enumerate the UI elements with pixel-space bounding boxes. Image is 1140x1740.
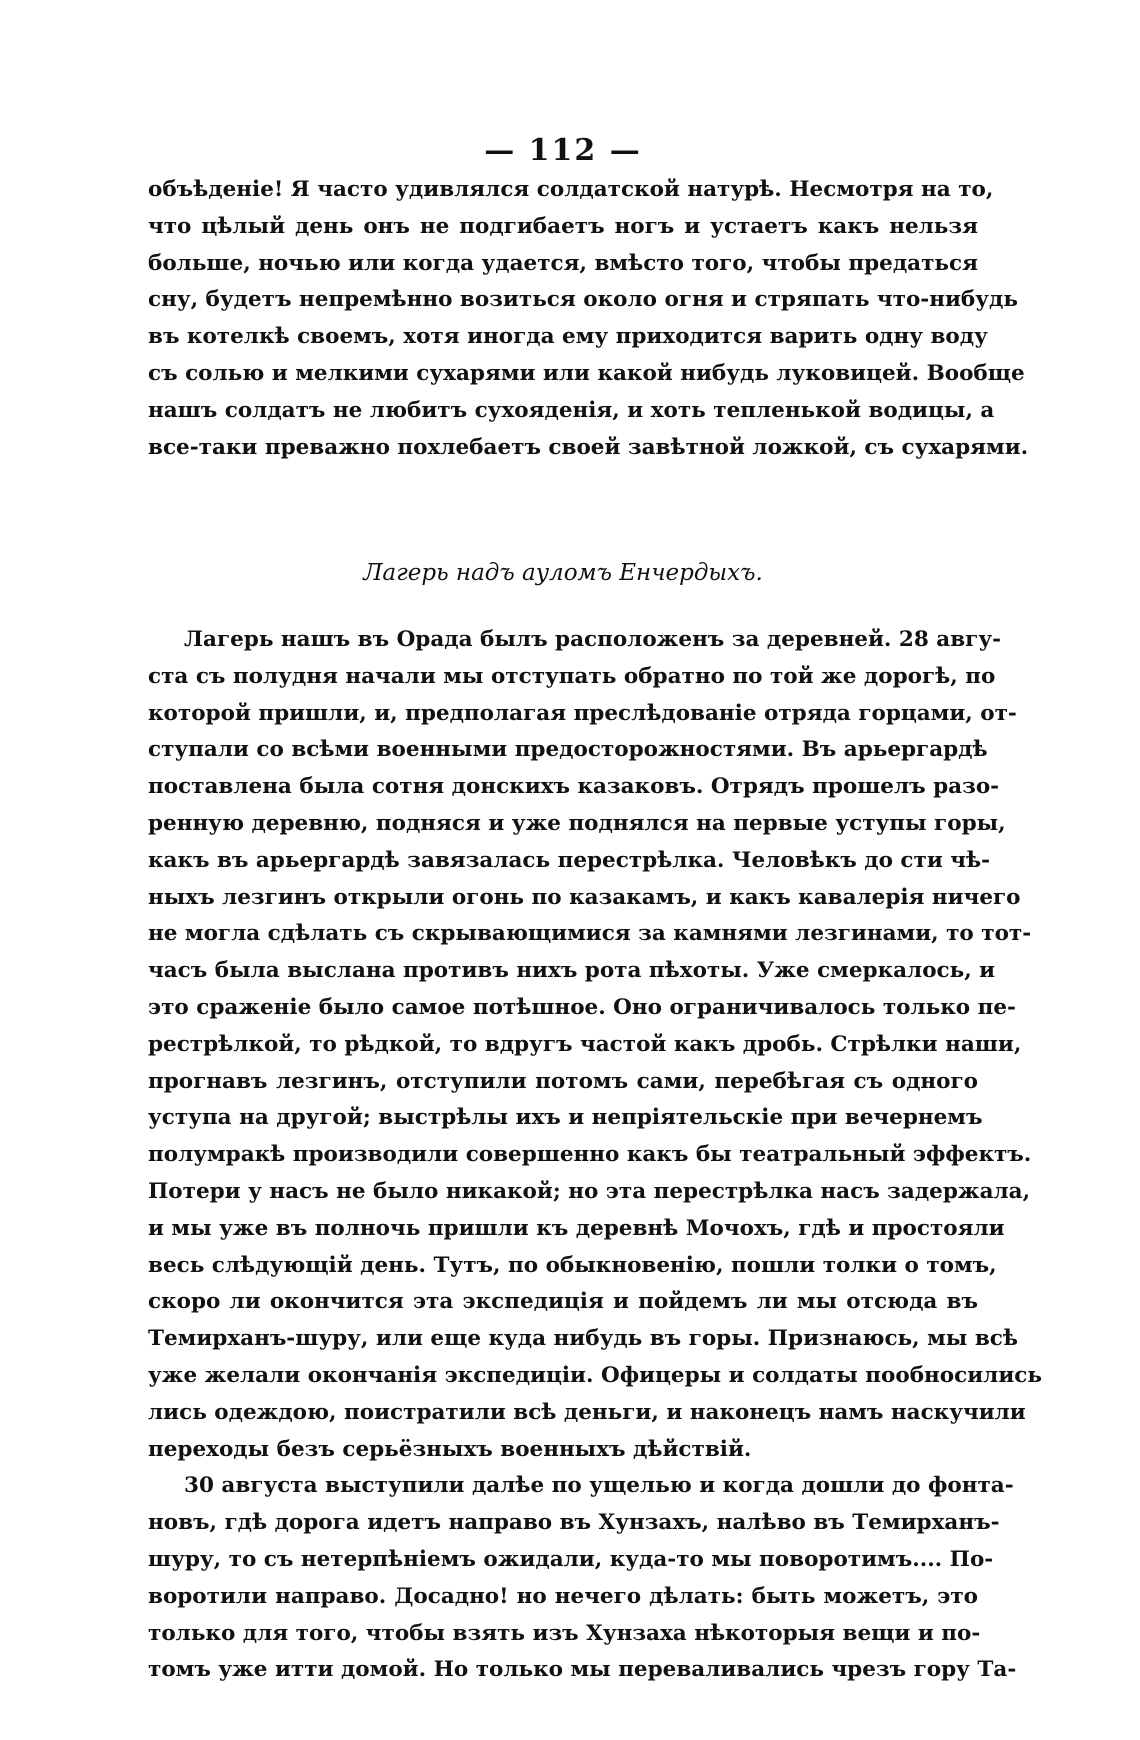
text-line: что цѣлый день онъ не подгибаетъ ногъ и устаетъ какъ нельзя: [148, 213, 978, 239]
text-line: и мы уже въ полночь пришли къ деревнѣ Мочохъ, гдѣ и простояли: [148, 1215, 1005, 1241]
text-line: не могла сдѣлать съ скрывающимися за камнями лезгинами, то тот-: [148, 921, 1032, 947]
text-line: 30 августа выступили далѣе по ущелью и когда дошли до фонта-: [184, 1473, 1014, 1499]
text-line: скоро ли окончится эта экспедиція и пойдемъ ли мы отсюда въ: [148, 1289, 978, 1315]
text-line: только для того, чтобы взять изъ Хунзаха нѣкоторыя вещи и по-: [148, 1620, 981, 1646]
text-line: новъ, гдѣ дорога идетъ направо въ Хунзахъ, налѣво въ Темирханъ-: [148, 1510, 1000, 1536]
text-line: ступали со всѣми военными предосторожностями. Въ арьергардѣ: [148, 737, 988, 763]
text-line: больше, ночью или когда удается, вмѣсто того, чтобы предаться: [148, 250, 978, 276]
text-line: ста съ полудня начали мы отступать обратно по той же дорогѣ, по: [148, 663, 996, 689]
text-line: Лагерь нашъ въ Орада былъ расположенъ за деревней. 28 авгу-: [184, 627, 1002, 652]
section-heading: Лагерь надъ ауломъ Енчердыхъ.: [363, 560, 763, 586]
page-number: — 112 —: [484, 133, 642, 168]
text-line: поставлена была сотня донскихъ казаковъ. Отрядъ прошелъ разо-: [148, 774, 1000, 800]
text-line: Потери у насъ не было никакой; но эта перестрѣлка насъ задержала,: [148, 1178, 1031, 1204]
text-line: съ солью и мелкими сухарями или какой нибудь луковицей. Вообще: [148, 360, 1025, 386]
text-line: часъ была выслана противъ нихъ рота пѣхоты. Уже смеркалось, и: [148, 958, 996, 984]
text-line: уступа на другой; выстрѣлы ихъ и непріятельскіе при вечернемъ: [148, 1105, 983, 1131]
paragraph-2: [148, 622, 1042, 1689]
text-line: воротили направо. Досадно! но нечего дѣлать: быть можетъ, это: [148, 1583, 978, 1609]
text-line: сну, будетъ непремѣнно возиться около огня и стряпать что-нибудь: [148, 287, 1018, 313]
text-line: которой пришли, и, предполагая преслѣдованіе отряда горцами, от-: [148, 700, 1017, 726]
paragraph-1: [148, 172, 1029, 466]
text-line: весь слѣдующій день. Тутъ, по обыкновенію, пошли толки о томъ,: [148, 1252, 997, 1278]
text-line: шуру, то съ нетерпѣніемъ ожидали, куда-то мы поворотимъ.... По-: [148, 1546, 994, 1572]
text-line: ренную деревню, подняся и уже поднялся на первые уступы горы,: [148, 810, 1006, 836]
text-line: томъ уже итти домой. Но только мы переваливались чрезъ гору Та-: [148, 1657, 1017, 1683]
text-line: рестрѣлкой, то рѣдкой, то вдругъ частой какъ дробь. Стрѣлки наши,: [148, 1031, 1022, 1057]
text-line: какъ въ арьергардѣ завязалась перестрѣлка. Человѣкъ до сти чѣ-: [148, 847, 991, 873]
text-line: переходы безъ серьёзныхъ военныхъ дѣйствій.: [148, 1436, 752, 1462]
text-line: лись одеждою, поистратили всѣ деньги, и наконецъ намъ наскучили: [148, 1399, 1026, 1425]
text-line: все-таки преважно похлебаетъ своей завѣтной ложкой, съ сухарями.: [148, 434, 1029, 460]
text-line: полумракѣ производили совершенно какъ бы театральный эффектъ.: [148, 1142, 1032, 1168]
text-line: объѣденіе! Я часто удивлялся солдатской натурѣ. Несмотря на то,: [148, 177, 994, 202]
text-line: нашъ солдатъ не любитъ сухояденія, и хоть тепленькой водицы, а: [148, 397, 995, 423]
text-line: ныхъ лезгинъ открыли огонь по казакамъ, и какъ кавалерія ничего: [148, 884, 1021, 910]
text-line: въ котелкѣ своемъ, хотя иногда ему приходится варить одну воду: [148, 324, 988, 350]
text-line: Темирханъ-шуру, или еще куда нибудь въ горы. Признаюсь, мы всѣ: [148, 1326, 1018, 1352]
text-line: прогнавъ лезгинъ, отступили потомъ сами, перебѣгая съ одного: [148, 1068, 978, 1094]
text-line: уже желали окончанія экспедиціи. Офицеры и солдаты пообносились: [148, 1362, 1042, 1388]
text-line: это сраженіе было самое потѣшное. Оно ограничивалось только пе-: [148, 994, 1016, 1020]
